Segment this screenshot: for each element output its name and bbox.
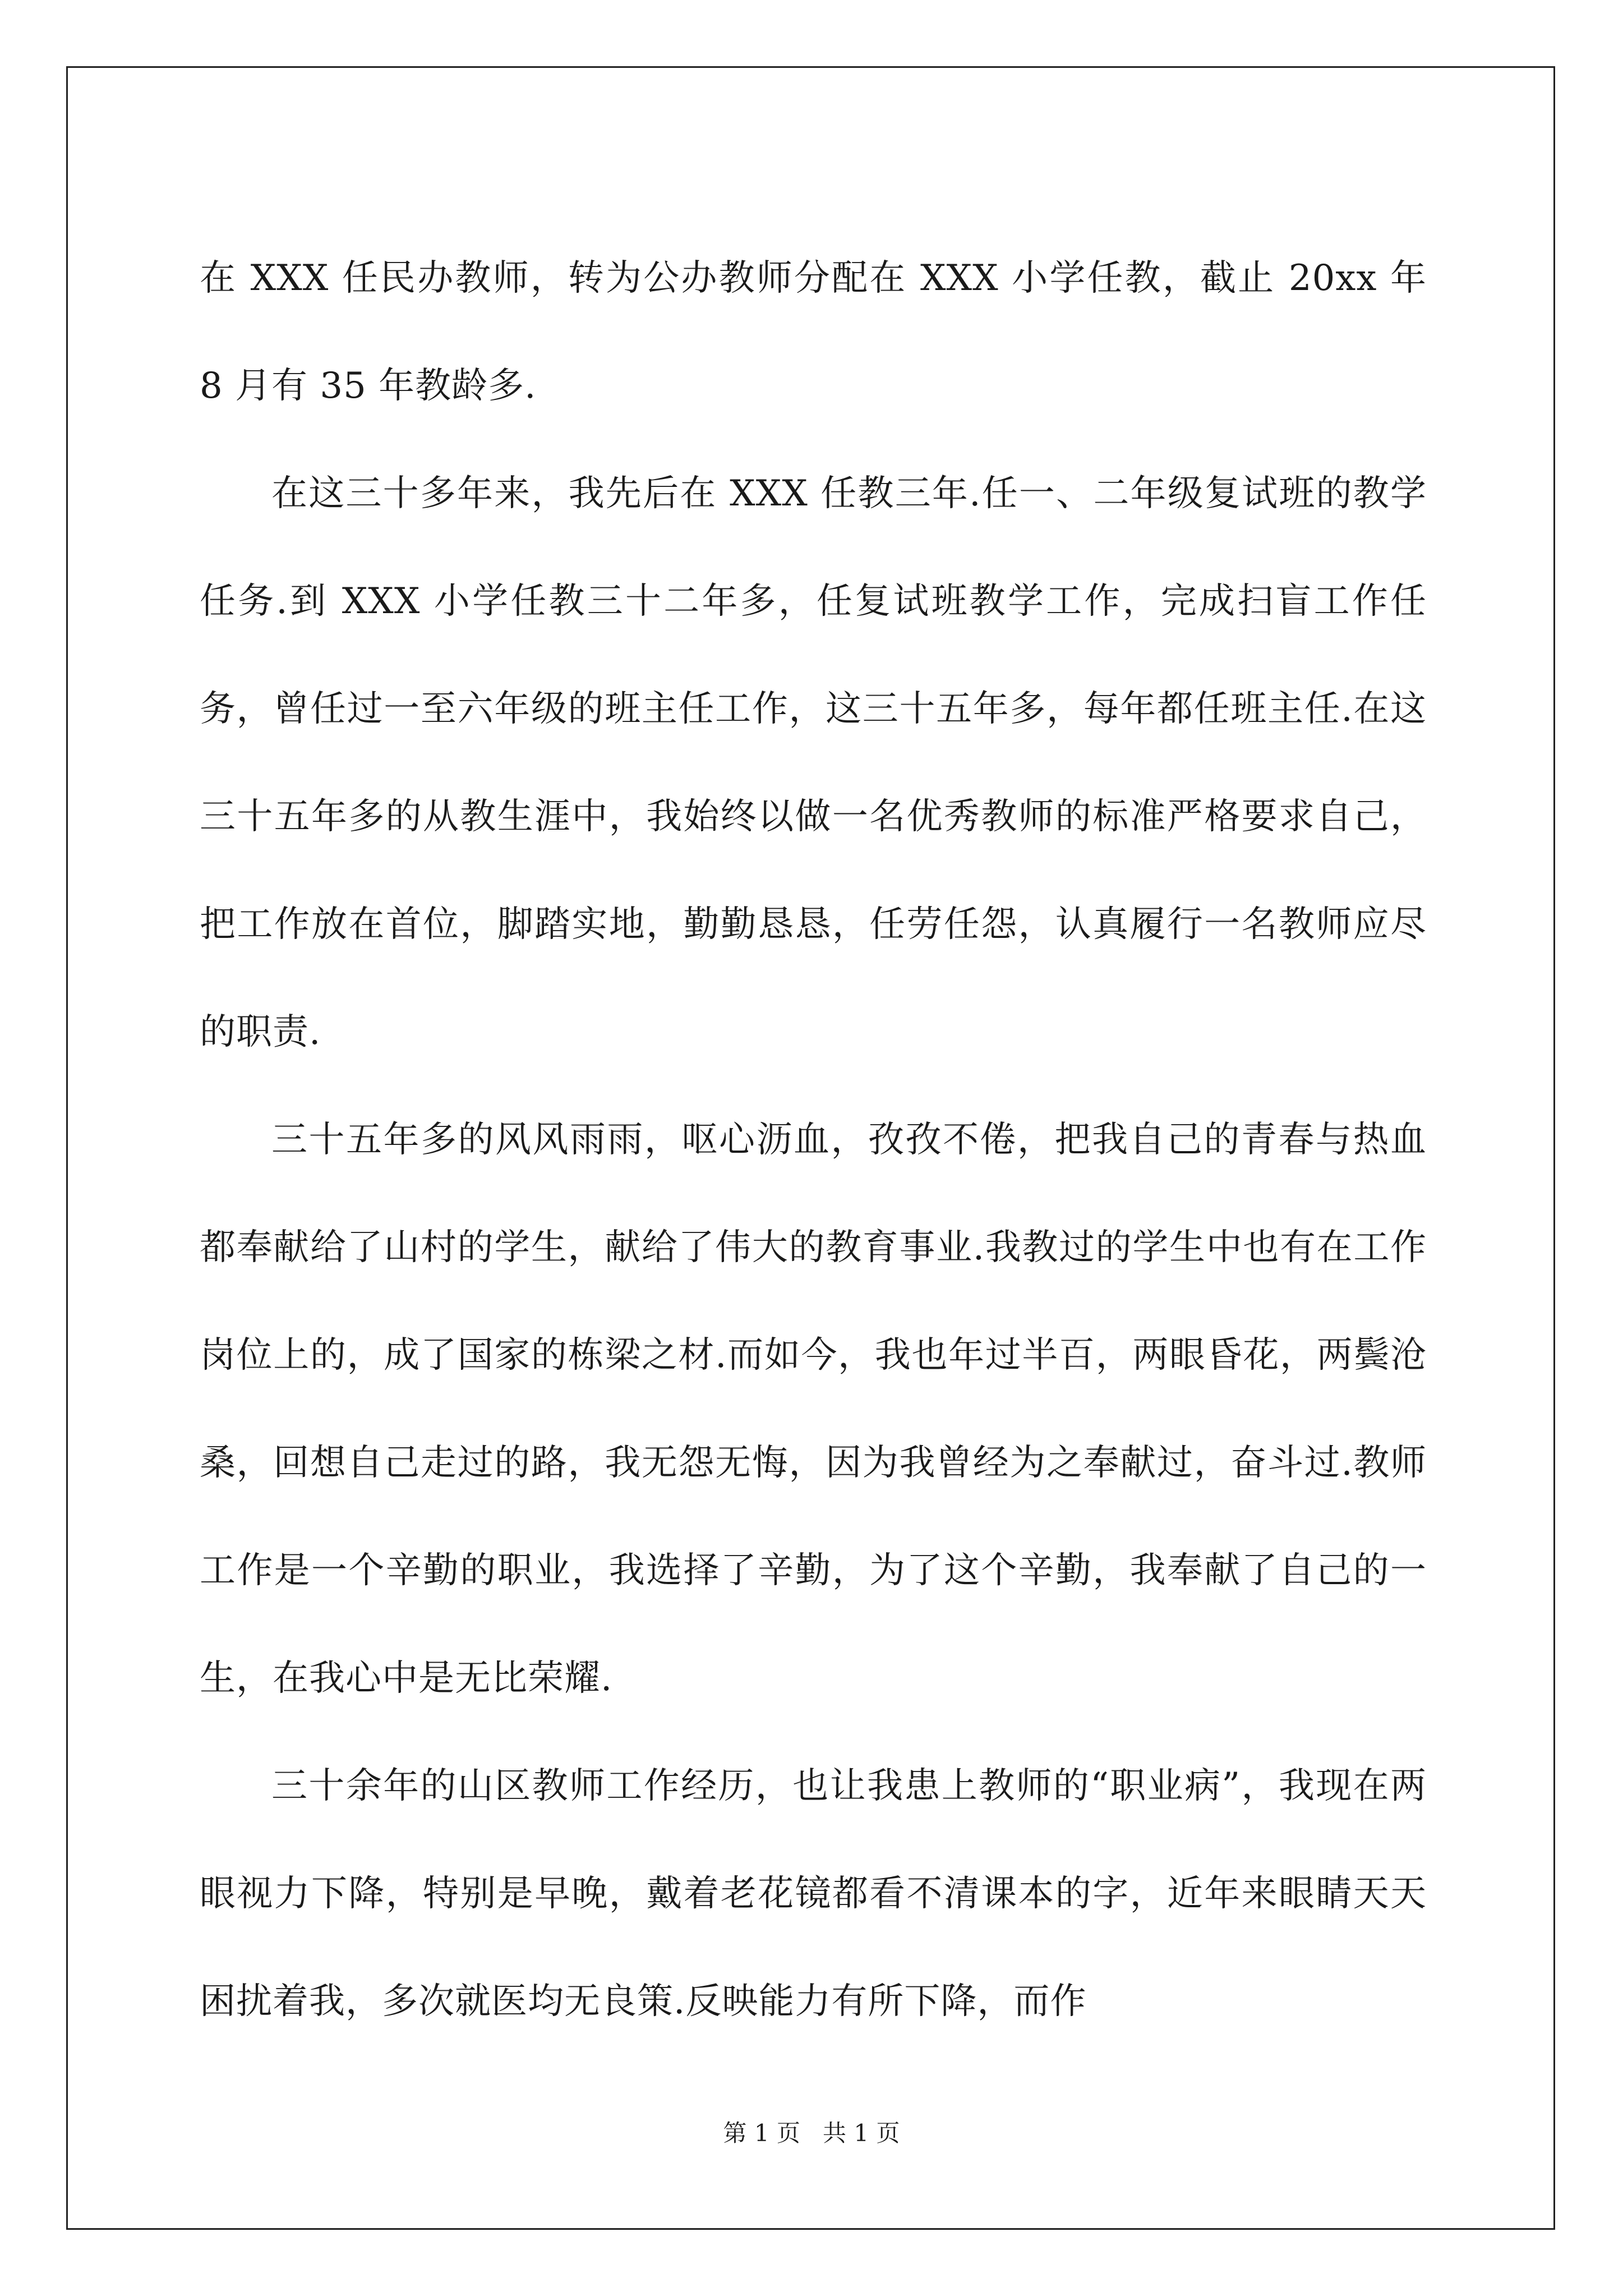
paragraph-1: 在 XXX 任民办教师，转为公办教师分配在 XXX 小学任教，截止 20xx 年 8 月有 35 年教龄多. <box>200 257 1427 407</box>
page-number-footer: 第 1 页 共 1 页 <box>723 2119 900 2147</box>
paragraph-2: 在这三十多年来，我先后在 XXX 任教三年.任一、二年级复试班的教学任务.到 XXX 小学任教三十二年多，任复试班教学工作，完成扫盲工作任务，曾任过一至六年级的班主任工作，这三十五年多，每年都任班主任.在这三十五年多的从教生涯中，我始终以做一名优秀教师的标准严格要求自己，把工作放在首位，脚踏实地，勤勤恳恳，任劳任怨，认真履行一名教师应尽的职责. <box>200 473 1427 1053</box>
paragraph-4: 三十余年的山区教师工作经历，也让我患上教师的“职业病”，我现在两眼视力下降，特别是早晚，戴着老花镜都看不清课本的字，近年来眼睛天天困扰着我，多次就医均无良策.反映能力有所下降，而作 <box>200 1765 1427 2022</box>
paragraph-3: 三十五年多的风风雨雨，呕心沥血，孜孜不倦，把我自己的青春与热血都奉献给了山村的学生，献给了伟大的教育事业.我教过的学生中也有在工作岗位上的，成了国家的栋梁之材.而如今，我也年过半百，两眼昏花，两鬓沧桑，回想自己走过的路，我无怨无悔，因为我曾经为之奉献过，奋斗过.教师工作是一个辛勤的职业，我选择了辛勤，为了这个辛勤，我奉献了自己的一生，在我心中是无比荣耀. <box>200 1119 1427 1699</box>
document-body <box>200 224 1427 2055</box>
